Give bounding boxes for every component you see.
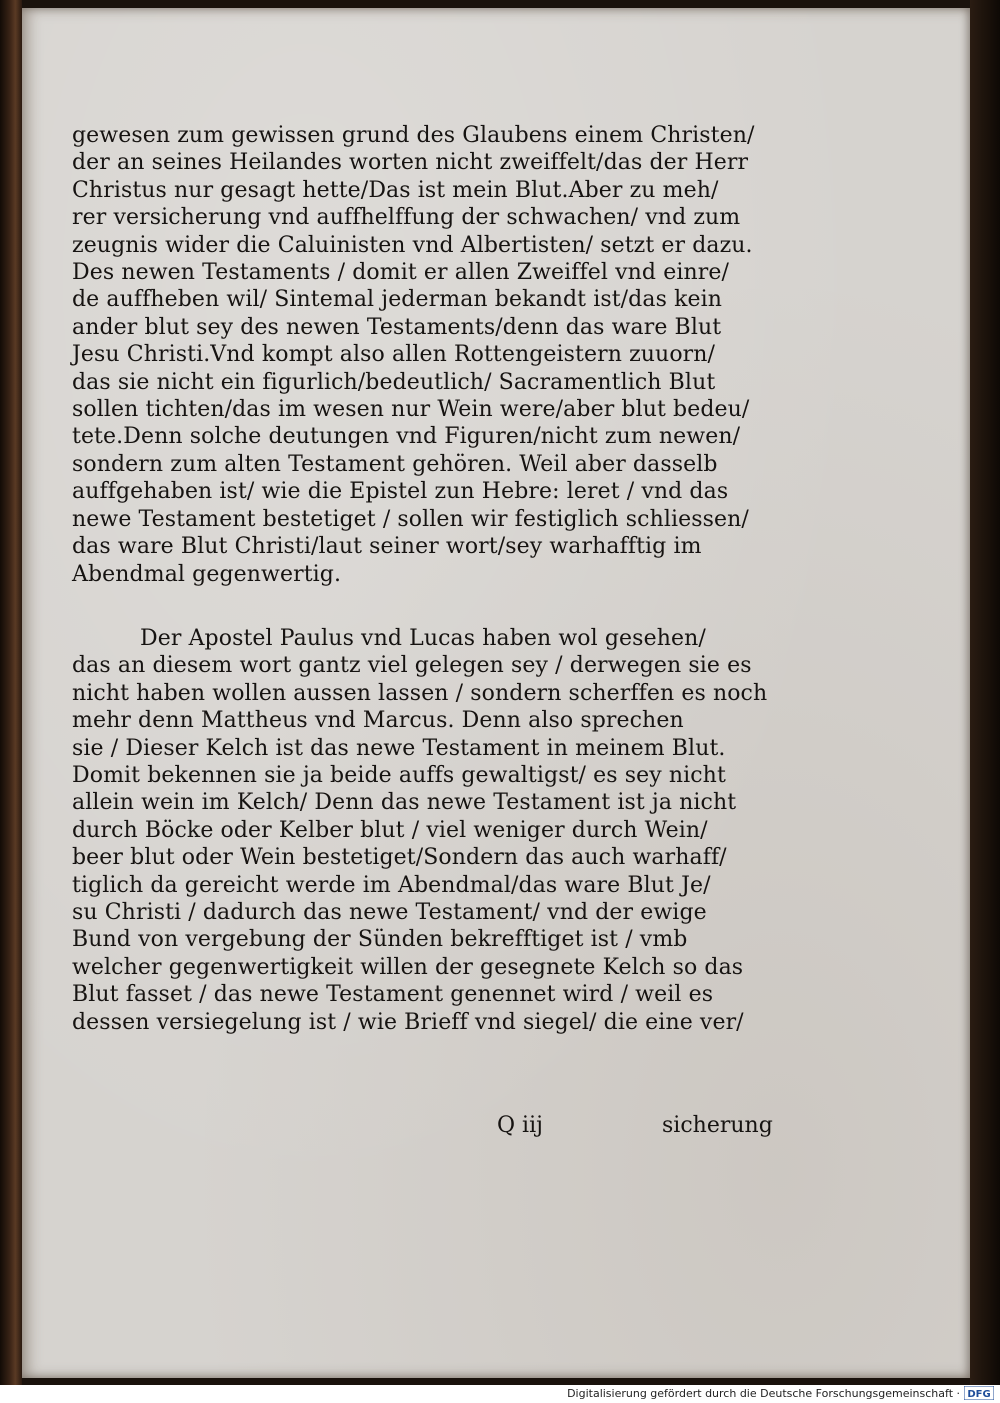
text-line: Der Apostel Paulus vnd Lucas haben wol gesehen/ [140,625,706,651]
text-line: allein wein im Kelch/ Denn das newe Testament ist ja nicht [72,790,737,816]
text-line: Domit bekennen sie ja beide auffs gewaltigst/ es sey nicht [72,762,726,788]
catchword: sicherung [662,1113,773,1138]
paragraph-1 [72,122,790,588]
text-line: su Christi / dadurch das newe Testament/ vnd der ewige [72,899,707,925]
text-line: de auffheben wil/ Sintemal jederman bekandt ist/das kein [72,287,723,313]
text-line: tete.Denn solche deutungen vnd Figuren/nicht zum newen/ [72,424,741,450]
text-line: durch Böcke oder Kelber blut / viel weniger durch Wein/ [72,817,708,843]
text-line: das sie nicht ein figurlich/bedeutlich/ Sacramentlich Blut [72,369,716,395]
page-text [72,122,790,1036]
text-line: sie / Dieser Kelch ist das newe Testament in meinem Blut. [72,735,726,761]
text-line: mehr denn Mattheus vnd Marcus. Denn also sprechen [72,708,684,734]
text-line: Jesu Christi.Vnd kompt also allen Rottengeistern zuuorn/ [72,342,716,368]
text-line: sollen tichten/das im wesen nur Wein were/aber blut bedeu/ [72,397,750,423]
dfg-logo-text: DFG [967,1389,991,1400]
text-line: dessen versiegelung ist / wie Brieff vnd siegel/ die eine ver/ [72,1009,744,1035]
text-line: das ware Blut Christi/laut seiner wort/sey warhafftig im [72,534,702,560]
paragraph-2 [72,625,790,1036]
page-edge [970,0,1000,1385]
text-line: zeugnis wider die Caluinisten vnd Albertisten/ setzt er dazu. [72,232,753,258]
text-line: Abendmal gegenwertig. [72,561,342,587]
dfg-credit-text: Digitalisierung gefördert durch die Deutsche Forschungsgemeinschaft · [567,1387,960,1400]
text-line: der an seines Heilandes worten nicht zweiffelt/das der Herr [72,150,749,176]
text-line: rer versicherung vnd auffhelffung der schwachen/ vnd zum [72,205,741,231]
text-line: nicht haben wollen aussen lassen / sondern scherffen es noch [72,680,768,706]
dfg-logo-icon [964,1386,994,1400]
text-line: tiglich da gereicht werde im Abendmal/das ware Blut Je/ [72,872,711,898]
text-line: Bund von vergebung der Sünden bekrefftiget ist / vmb [72,927,688,953]
text-line: welcher gegenwertigkeit willen der gesegnete Kelch so das [72,954,744,980]
text-line: auffgehaben ist/ wie die Epistel zun Hebre: leret / vnd das [72,479,729,505]
book-spine [0,0,22,1385]
signature-mark: Q iij [497,1113,543,1138]
text-line: sondern zum alten Testament gehören. Weil aber dasselb [72,451,718,477]
text-line: newe Testament bestetiget / sollen wir festiglich schliessen/ [72,506,749,532]
text-line: Christus nur gesagt hette/Das ist mein Blut.Aber zu meh/ [72,177,719,203]
text-line: gewesen zum gewissen grund des Glaubens einem Christen/ [72,123,755,148]
text-line: Des newen Testaments / domit er allen Zweiffel vnd einre/ [72,260,729,286]
text-line: das an diesem wort gantz viel gelegen sey / derwegen sie es [72,653,752,679]
text-line: Blut fasset / das newe Testament genennet wird / weil es [72,982,714,1008]
text-line: ander blut sey des newen Testaments/denn das ware Blut [72,314,722,340]
text-line: beer blut oder Wein bestetiget/Sondern das auch warhaff/ [72,845,727,871]
page-footer [72,1113,790,1143]
